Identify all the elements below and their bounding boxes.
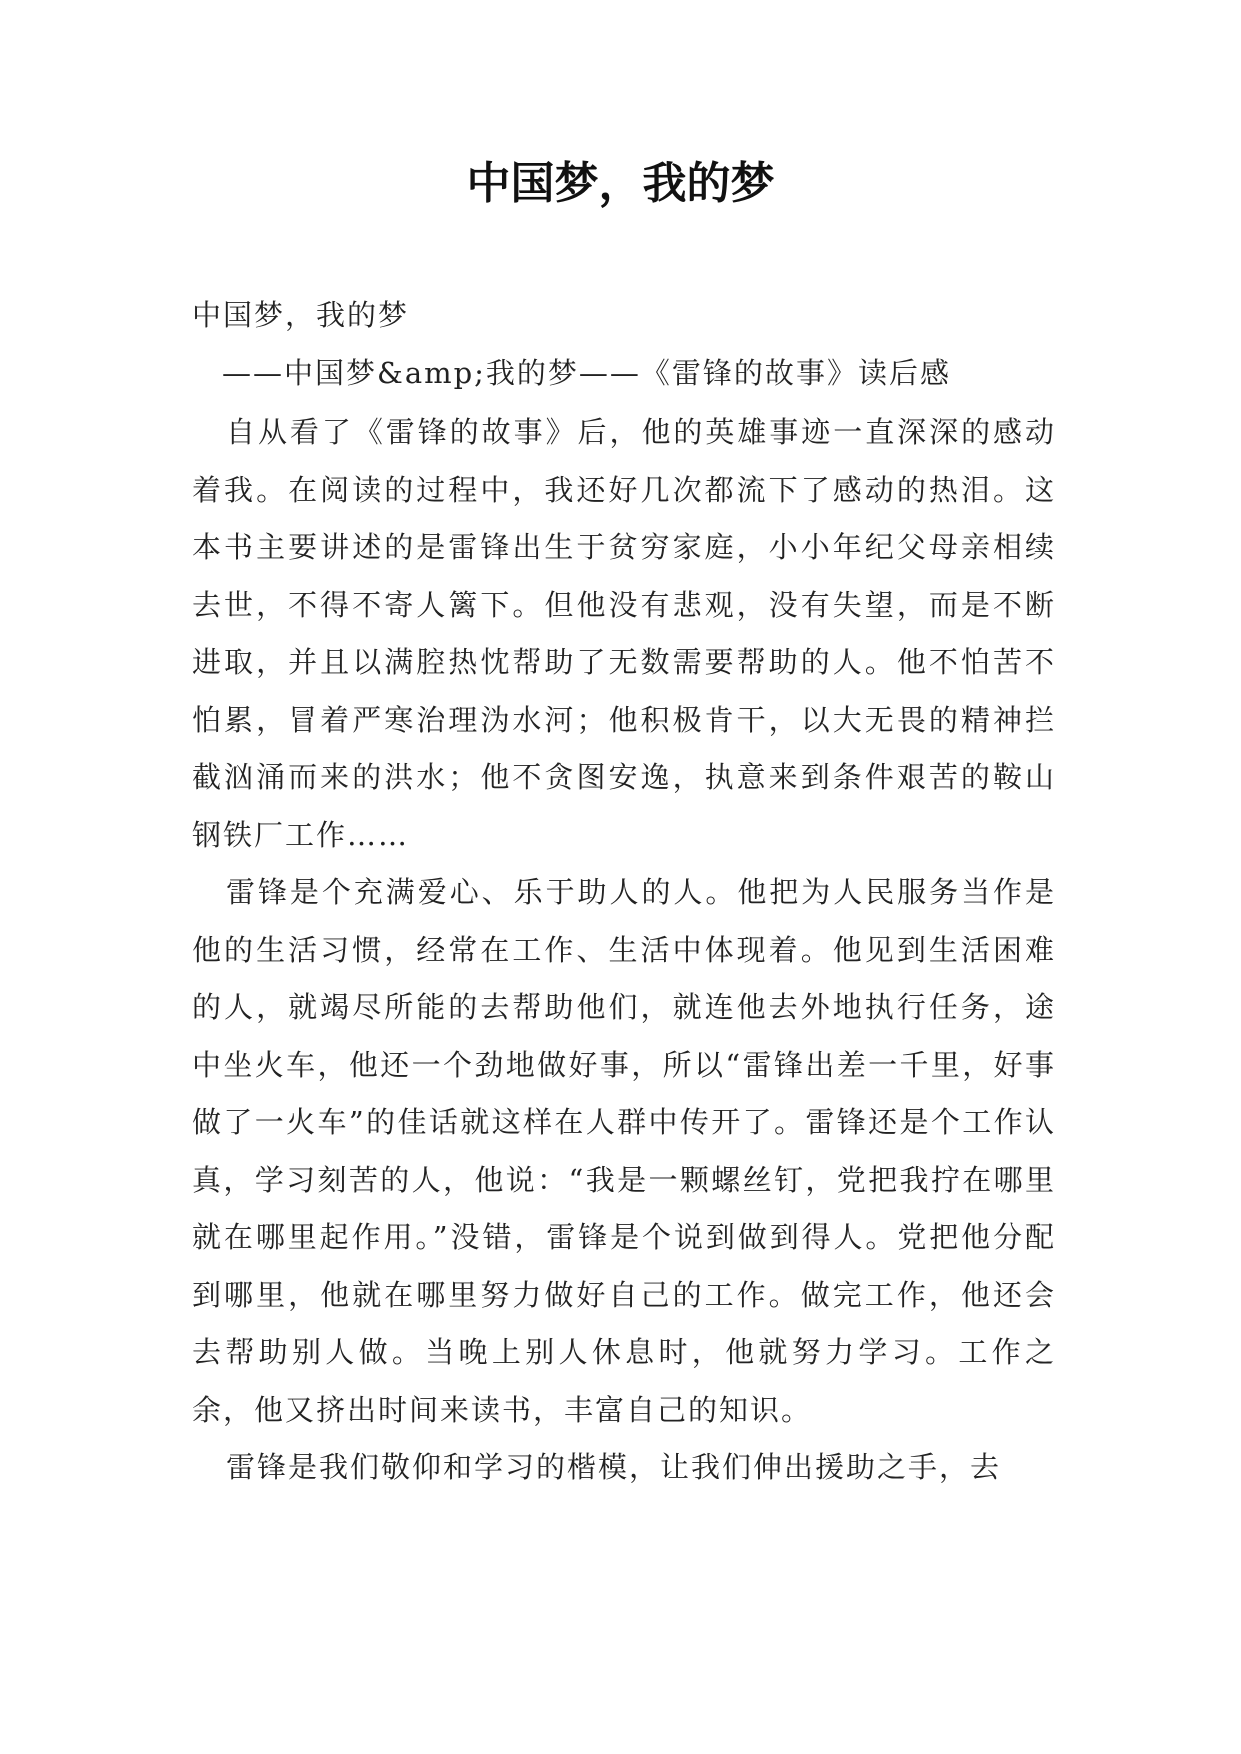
paragraph-3: 雷锋是我们敬仰和学习的楷模，让我们伸出援助之手，去 (226, 1450, 1002, 1484)
document-title: 中国梦，我的梦 (466, 158, 775, 209)
subtitle-line: ——中国梦&amp;我的梦——《雷锋的故事》读后感 (222, 355, 951, 390)
heading-line: 中国梦，我的梦 (192, 298, 410, 332)
paragraph-1: 自从看了《雷锋的故事》后，他的英雄事迹一直深深的感动着我。在阅读的过程中，我还好几次都流下了感动的热泪。这本书主要讲述的是雷锋出生于贫穷家庭，小小年纪父母亲相续去世，不得不寄人篱下。但他没有悲观，没有失望，而是不断进取，并且以满腔热忱帮助了无数需要帮助的人。他不怕苦不怕累，冒着严寒治理沩水河；他积极肯干，以大无畏的精神拦截汹涌而来的洪水；他不贪图安逸，执意来到条件艰苦的鞍山钢铁厂工作…… (192, 415, 1056, 852)
document-body (192, 287, 1056, 1497)
paragraph-2: 雷锋是个充满爱心、乐于助人的人。他把为人民服务当作是他的生活习惯，经常在工作、生活中体现着。他见到生活困难的人，就竭尽所能的去帮助他们，就连他去外地执行任务，途中坐火车，他还一个劲地做好事，所以“雷锋出差一千里，好事做了一火车”的佳话就这样在人群中传开了。雷锋还是个工作认真，学习刻苦的人，他说：“我是一颗螺丝钉，党把我拧在哪里就在哪里起作用。”没错，雷锋是个说到做到得人。党把他分配到哪里，他就在哪里努力做好自己的工作。做完工作，他还会去帮助别人做。当晚上别人休息时，他就努力学习。工作之余，他又挤出时间来读书，丰富自己的知识。 (192, 875, 1056, 1427)
